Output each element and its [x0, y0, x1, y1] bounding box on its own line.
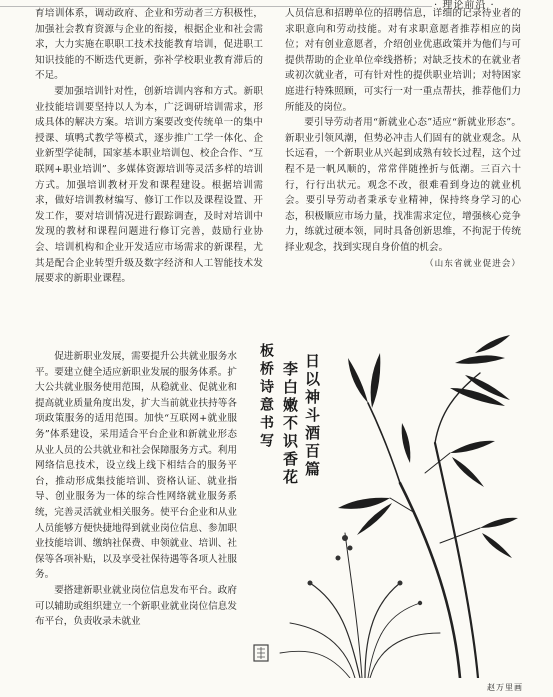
seal-stamp-icon: [254, 645, 268, 661]
bamboo-stems: [368, 373, 480, 678]
paragraph: 促进新职业发展，需要提升公共就业服务水平。要建立健全适应新职业发展的服务体系。扩大公共就业服务使用范围，从稳就业、促就业和提高就业质量角度出发，扩大当前就业扶持等各项政策服务的适用范围。加快“互联网+就业服务”体系建设，采用适合平台企业和新就业形态从业人员的公共就业和社会保障服务方式。利用网络信息技术，设立线上线下相结合的服务平台，推动形成集技能培训、资格认证、就业指导、创业服务为一体的综合性网络就业服务系统，完善灵活就业相关服务。使平台企业和从业人员能够方便快捷地得到就业岗位信息、参加职业技能培训、缴纳社保费、申领就业、培训、社保等各项补贴，以及享受社保待遇等各项人社服务。: [35, 351, 237, 581]
article-column-left-top: [35, 6, 263, 287]
orchid-grass: [280, 533, 440, 678]
calligraphy-inscription: [258, 342, 321, 487]
paragraph: 要搭建新职业就业岗位信息发布平台。政府可以辅助或组织建立一个新职业就业岗位信息发布平台，负责收录未就业: [35, 584, 237, 628]
paragraph: 要引导劳动者用“新就业心态”适应“新就业形态”。新职业引领风潮，但势必冲击人们固有的就业观念。从长远看，一个新职业从兴起到成熟有较长过程，这个过程不是一帆风顺的，常常伴随挫折与低潮。三百六十行，行行出状元。观念不改，很难看到身边的就业机会。要引导劳动者秉承专业精神，保持终身学习的心态，积极顺应市场力量，找准需求定位，增强核心竞争力，练就过硬本领，同时具备创新思维，不拘泥于传统择业观念，找到实现自身价值的机会。: [285, 117, 521, 253]
inscription-col2: 李白嫩不识香花: [281, 361, 299, 487]
paragraph: 育培训体系，调动政府、企业和劳动者三方积极性，加强社会教育资源与企业的衔接，根据企业和社会需求，大力实施在职职工技术技能教育培训，促进职工知识技能的不断迭代更新，弥补学校职业教育滞后的不足。: [35, 8, 263, 82]
article-column-left-bottom: [35, 349, 237, 630]
bamboo-orchid-painting: [250, 333, 520, 678]
inscription-col3: 板桥诗意书写: [258, 343, 274, 451]
paragraph: 要加强培训针对性，创新培训内容和方式。新职业技能培训要坚持以人为本，广泛调研培训需求，形成具体的解决方案。培训方案要改变传统单一的集中授课、填鸭式教学等模式，逐步推广工学一体化、企业新型学徒制，国家基本职业培训包、校企合作、“互联网+职业培训”、多媒体资源培训等灵活多样的培训方式。加强培训教材开发和课程建设。根据培训需求，做好培训教材编写、修订工作以及课程设置、开发工作，要对培训情况进行跟踪调查，及时对培训中发现的教材和课程问题进行修订完善，鼓励行业协会、培训机构和企业开发适应市场需求的新课程，尤其是配合企业转型升级及数字经济和人工智能技术发展要求的新职业课程。: [35, 85, 263, 285]
inscription-col1: 日以神斗酒百篇: [303, 353, 321, 479]
painting-caption: 赵万里画: [487, 683, 523, 692]
article-column-right: [285, 6, 521, 272]
bamboo-leaves: [338, 335, 518, 558]
paragraph: 人员信息和招聘单位的招聘信息，详细的记录待业者的求职意向和劳动技能。对有求职意愿者推荐相应的岗位；对有创业意愿者，介绍创业优惠政策并为他们与可提供帮助的企业单位牵线搭桥；对缺乏技术的在就业者或初次就业者，可有针对性的提供职业培训；对特困家庭进行特殊照顾，可实行一对一重点帮扶，推荐他们力所能及的岗位。: [285, 8, 521, 113]
section-title: · 理论前沿 ·: [434, 0, 553, 12]
source-note: （山东省就业促进会）: [425, 258, 521, 269]
